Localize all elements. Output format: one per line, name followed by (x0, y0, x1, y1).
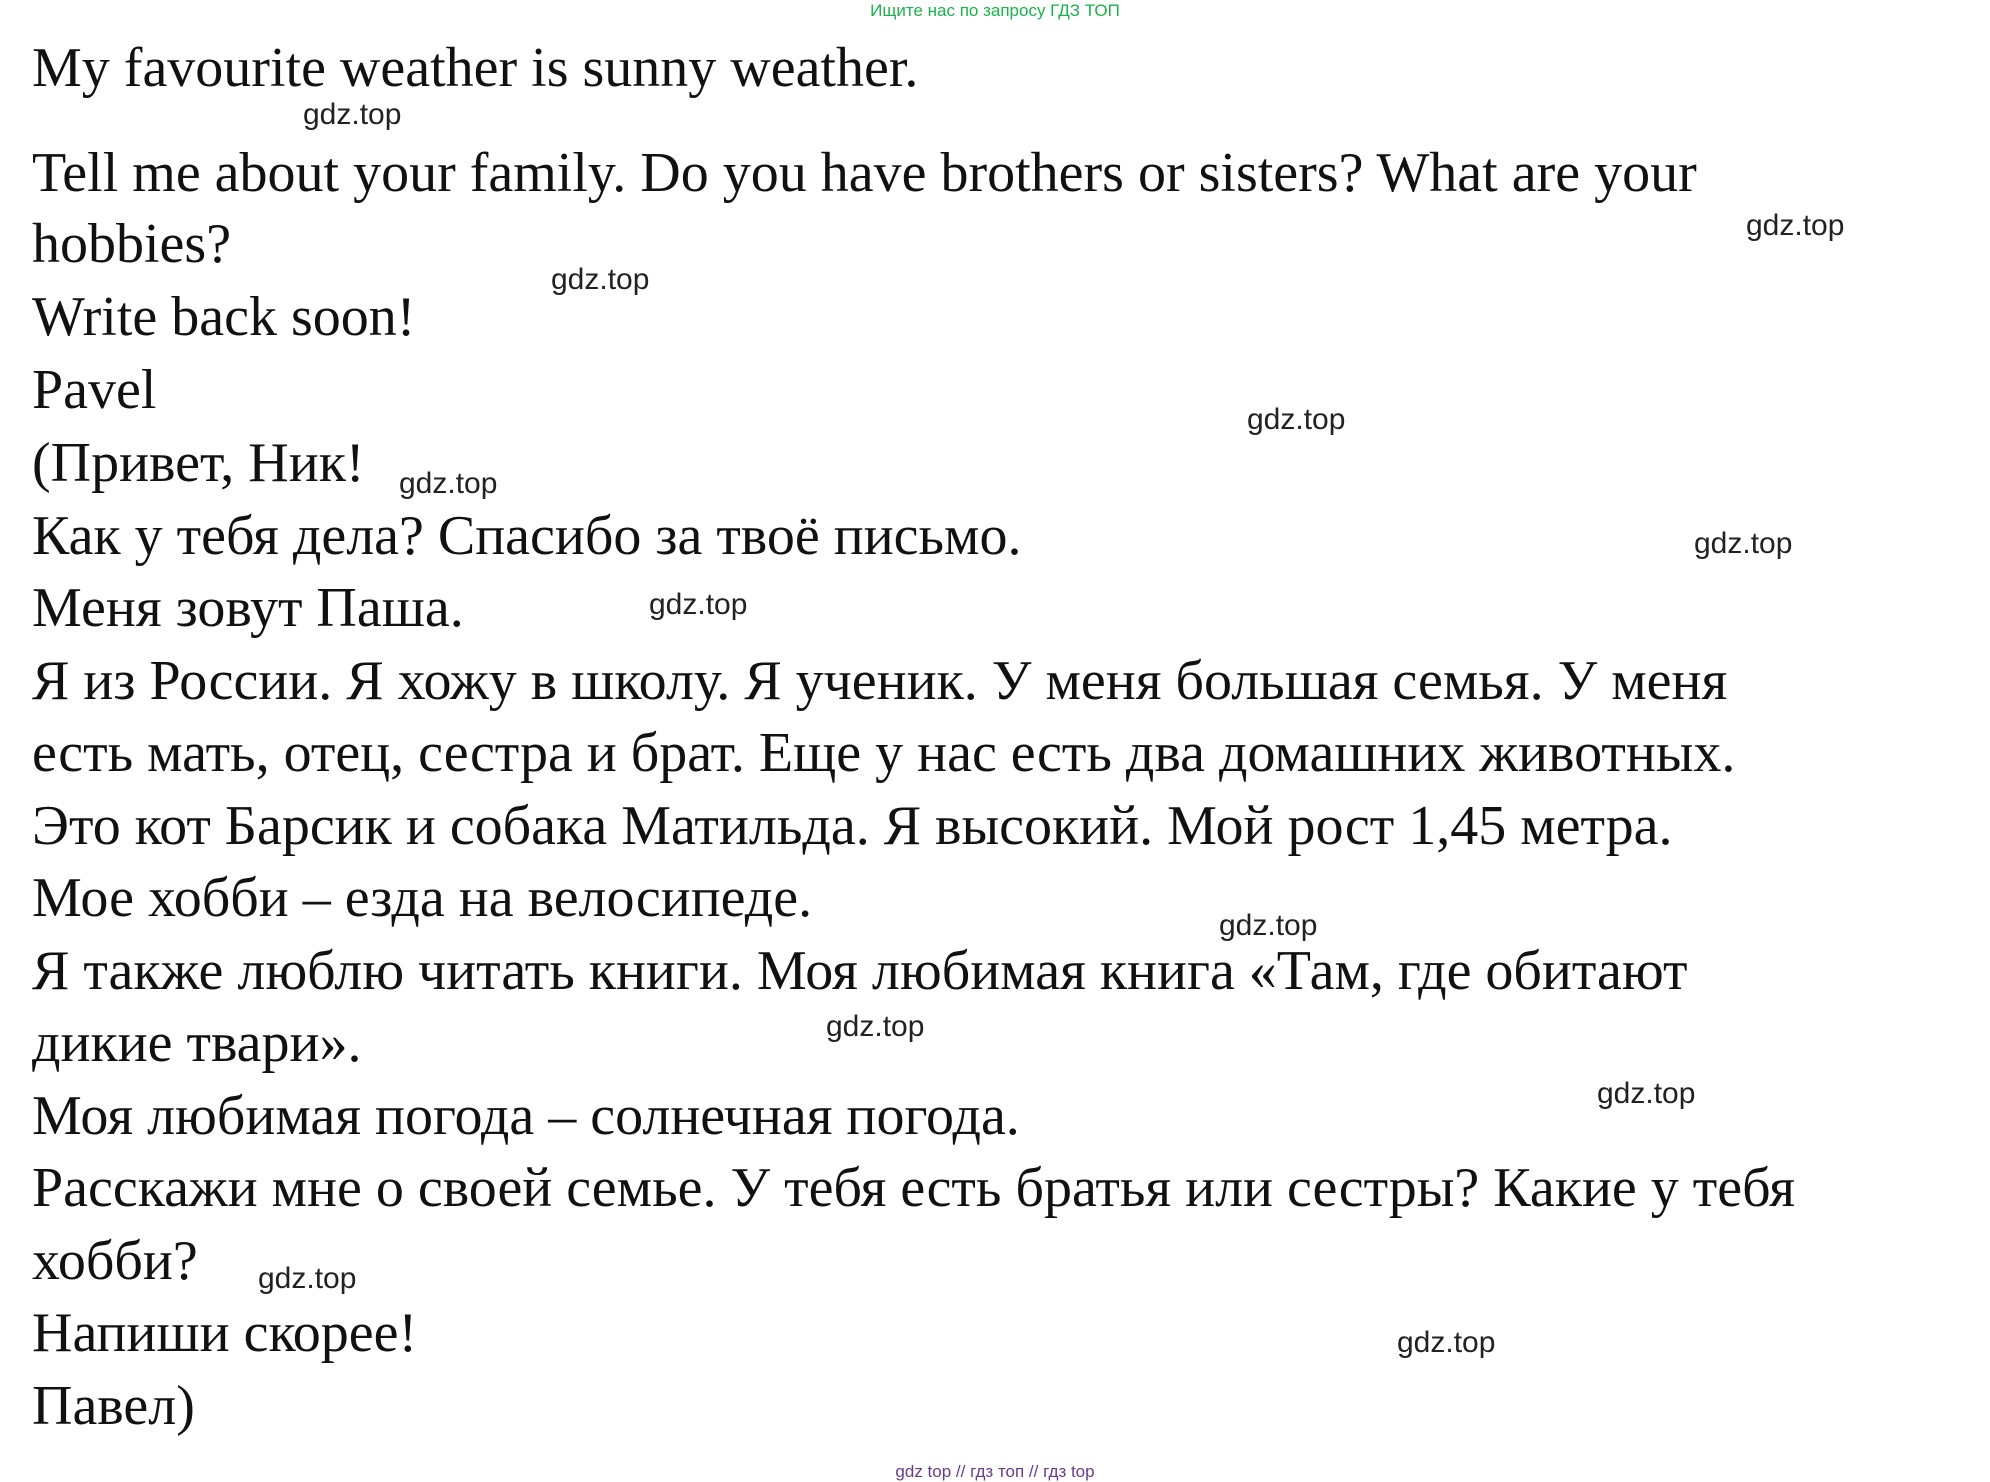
text-line: (Привет, Ник! (32, 432, 365, 494)
text-line: hobbies? (32, 213, 232, 275)
watermark: gdz.top (1746, 209, 1845, 242)
text-line: Расскажи мне о своей семье. У тебя есть братья или сестры? Какие у тебя (32, 1157, 1795, 1219)
text-line: My favourite weather is sunny weather. (32, 37, 919, 99)
text-line: Напиши скорее! (32, 1302, 418, 1364)
watermark: gdz.top (1247, 403, 1346, 436)
watermark: gdz.top (551, 263, 650, 296)
text-line: Моя любимая погода – солнечная погода. (32, 1085, 1020, 1147)
text-line: Как у тебя дела? Спасибо за твоё письмо. (32, 505, 1022, 567)
text-line: дикие твари». (32, 1012, 362, 1074)
text-line: Меня зовут Паша. (32, 577, 464, 639)
watermark: gdz.top (399, 467, 498, 500)
watermark: gdz.top (1397, 1326, 1496, 1359)
watermark: gdz.top (303, 98, 402, 131)
text-line: Павел) (32, 1375, 195, 1437)
header-note: Ищите нас по запросу ГДЗ ТОП (870, 1, 1120, 20)
watermark: gdz.top (1219, 909, 1318, 942)
text-line: хобби? (32, 1230, 198, 1292)
text-line: Мое хобби – езда на велосипеде. (32, 867, 813, 929)
text-line: Write back soon! (32, 286, 416, 348)
watermark: gdz.top (649, 588, 748, 621)
text-line: Tell me about your family. Do you have brothers or sisters? What are your (32, 142, 1697, 204)
watermark: gdz.top (1597, 1077, 1696, 1110)
text-line: есть мать, отец, сестра и брат. Еще у нас есть два домашних животных. (32, 722, 1736, 784)
text-line: Это кот Барсик и собака Матильда. Я высокий. Мой рост 1,45 метра. (32, 795, 1673, 857)
watermark: gdz.top (258, 1262, 357, 1295)
watermark: gdz.top (1694, 527, 1793, 560)
text-line: Я из России. Я хожу в школу. Я ученик. У меня большая семья. У меня (32, 650, 1728, 712)
watermark: gdz.top (826, 1010, 925, 1043)
text-line: Pavel (32, 359, 157, 421)
text-line: Я также люблю читать книги. Моя любимая книга «Там, где обитают (32, 940, 1688, 1002)
footer-note: gdz top // гдз топ // гдз top (895, 1462, 1095, 1481)
